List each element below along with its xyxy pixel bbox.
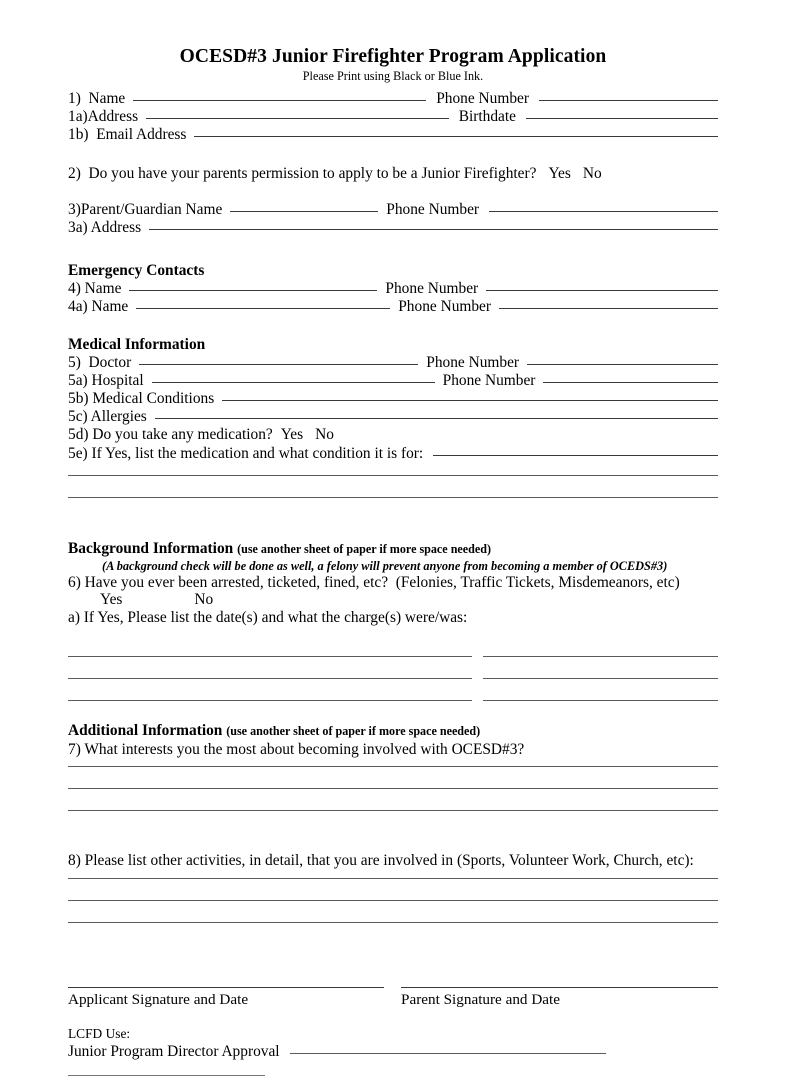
question-7-row xyxy=(68,741,718,759)
background-line-2-right[interactable] xyxy=(483,678,718,679)
background-line-1-left[interactable] xyxy=(68,656,472,657)
director-approval-input[interactable] xyxy=(290,1053,606,1054)
emergency-contact-1-input[interactable] xyxy=(129,290,377,291)
applicant-address-label: 1a)Address xyxy=(68,108,139,126)
background-line-2[interactable] xyxy=(68,657,718,679)
medical-conditions-row xyxy=(68,390,718,408)
guardian-phone-label: Phone Number xyxy=(386,200,480,218)
doctor-input[interactable] xyxy=(139,364,418,365)
applicant-signature-label: Applicant Signature and Date xyxy=(68,990,249,1008)
question-8-line-3[interactable] xyxy=(68,922,718,944)
form-content xyxy=(68,0,718,1060)
medical-conditions-input[interactable] xyxy=(222,400,718,401)
medication-detail-input[interactable] xyxy=(433,455,718,456)
permission-yes-option[interactable]: Yes xyxy=(548,164,571,182)
additional-heading-note: (use another sheet of paper if more space needed) xyxy=(226,723,481,738)
question-8-line-2[interactable] xyxy=(68,900,718,922)
emergency-contact-2-label: 4a) Name xyxy=(68,298,129,316)
parent-permission-question: 2) Do you have your parents permission to apply to be a Junior Firefighter? xyxy=(68,164,537,182)
emergency-contact-2-phone-input[interactable] xyxy=(499,308,718,309)
question-7-line-3[interactable] xyxy=(68,810,718,832)
question-7-line-1[interactable] xyxy=(68,766,718,788)
applicant-address-row xyxy=(68,108,718,126)
medical-conditions-label: 5b) Medical Conditions xyxy=(68,389,215,407)
medical-information-heading: Medical Information xyxy=(68,335,206,353)
signature-lines xyxy=(68,974,718,988)
background-yes-option[interactable]: Yes xyxy=(100,591,123,609)
guardian-address-label: 3a) Address xyxy=(68,218,142,236)
parent-signature-label: Parent Signature and Date xyxy=(401,990,560,1008)
guardian-name-label: 3)Parent/Guardian Name xyxy=(68,200,223,218)
background-line-2-left[interactable] xyxy=(68,678,472,679)
applicant-email-label: 1b) Email Address xyxy=(68,126,187,144)
doctor-phone-label: Phone Number xyxy=(426,353,520,371)
parent-permission-row xyxy=(68,165,718,183)
office-use-heading: LCFD Use: xyxy=(68,1025,131,1041)
applicant-name-row xyxy=(68,90,718,108)
applicant-birthdate-input[interactable] xyxy=(526,118,718,119)
emergency-contact-1-label: 4) Name xyxy=(68,280,122,298)
hospital-phone-input[interactable] xyxy=(543,382,718,383)
allergies-row xyxy=(68,408,718,426)
medication-question-label: 5d) Do you take any medication? xyxy=(68,426,273,444)
signature-labels xyxy=(68,988,718,1009)
parent-signature-input[interactable] xyxy=(401,987,718,988)
background-line-3[interactable] xyxy=(68,679,718,701)
medication-question-row xyxy=(68,426,718,444)
background-question-label: 6) Have you ever been arrested, ticketed, fined, etc? (Felonies, Traffic Tickets, Misdemeanors, etc) xyxy=(68,573,680,591)
background-followup-label: a) If Yes, Please list the date(s) and what the charge(s) were/was: xyxy=(68,608,468,626)
background-check-disclaimer: (A background check will be done as well, a felony will prevent anyone from becoming a member of OCEDS#3) xyxy=(102,558,668,573)
question-8-line-1[interactable] xyxy=(68,878,718,900)
emergency-contact-1-phone-input[interactable] xyxy=(486,290,718,291)
hospital-label: 5a) Hospital xyxy=(68,371,144,389)
background-line-1[interactable] xyxy=(68,635,718,657)
permission-no-option[interactable]: No xyxy=(582,164,602,182)
medication-detail-label: 5e) If Yes, list the medication and what condition it is for: xyxy=(68,444,424,462)
hospital-row xyxy=(68,372,718,390)
background-answer-row xyxy=(68,591,718,609)
applicant-signature-input[interactable] xyxy=(68,987,384,988)
background-question-row xyxy=(68,574,718,592)
background-heading-note: (use another sheet of paper if more space needed) xyxy=(237,541,492,556)
background-heading-text: Background Information xyxy=(68,539,234,557)
emergency-contact-2-phone-label: Phone Number xyxy=(398,298,492,316)
background-no-option[interactable]: No xyxy=(194,591,214,609)
doctor-phone-input[interactable] xyxy=(527,364,718,365)
applicant-email-input[interactable] xyxy=(194,136,718,137)
medical-extra-line-1[interactable] xyxy=(68,475,718,497)
guardian-name-input[interactable] xyxy=(230,211,378,212)
allergies-input[interactable] xyxy=(155,418,718,419)
medical-extra-line-2[interactable] xyxy=(68,497,718,519)
question-7-line-2[interactable] xyxy=(68,788,718,810)
background-followup-row xyxy=(68,609,718,627)
emergency-contact-1-row xyxy=(68,280,718,298)
applicant-address-input[interactable] xyxy=(146,118,449,119)
applicant-email-row xyxy=(68,126,718,144)
question-7-label: 7) What interests you the most about becoming involved with OCESD#3? xyxy=(68,740,525,758)
applicant-name-label: 1) Name xyxy=(68,89,126,107)
question-8-row xyxy=(68,852,718,870)
guardian-name-row xyxy=(68,201,718,219)
hospital-phone-label: Phone Number xyxy=(442,371,536,389)
hospital-input[interactable] xyxy=(152,382,435,383)
medication-yes-option[interactable]: Yes xyxy=(280,426,304,444)
question-8-label: 8) Please list other activities, in detail, that you are involved in (Sports, Volunteer Work, Church, etc): xyxy=(68,852,694,870)
applicant-name-input[interactable] xyxy=(133,100,426,101)
background-information-heading xyxy=(68,539,718,559)
medication-no-option[interactable]: No xyxy=(315,426,334,444)
medication-detail-row xyxy=(68,445,718,463)
allergies-label: 5c) Allergies xyxy=(68,408,147,426)
additional-heading-text: Additional Information xyxy=(68,721,223,739)
emergency-contact-1-phone-label: Phone Number xyxy=(385,280,479,298)
additional-information-heading xyxy=(68,721,718,741)
director-approval-label: Junior Program Director Approval xyxy=(68,1042,280,1060)
director-approval-row xyxy=(68,1042,718,1061)
emergency-contact-2-row xyxy=(68,298,718,316)
page-title: OCESD#3 Junior Firefighter Program Application xyxy=(179,46,607,67)
print-instruction: Please Print using Black or Blue Ink. xyxy=(302,69,484,84)
guardian-phone-input[interactable] xyxy=(489,211,718,212)
background-line-3-right[interactable] xyxy=(483,700,718,701)
doctor-row xyxy=(68,354,718,372)
emergency-contact-2-input[interactable] xyxy=(136,308,390,309)
background-line-3-left[interactable] xyxy=(68,700,472,701)
guardian-address-row xyxy=(68,219,718,237)
doctor-label: 5) Doctor xyxy=(68,353,132,371)
background-line-1-right[interactable] xyxy=(483,656,718,657)
emergency-contacts-heading: Emergency Contacts xyxy=(68,262,205,280)
applicant-birthdate-label: Birthdate xyxy=(458,108,516,126)
guardian-address-input[interactable] xyxy=(149,229,718,230)
applicant-phone-input[interactable] xyxy=(539,100,718,101)
applicant-phone-label: Phone Number xyxy=(436,89,529,107)
